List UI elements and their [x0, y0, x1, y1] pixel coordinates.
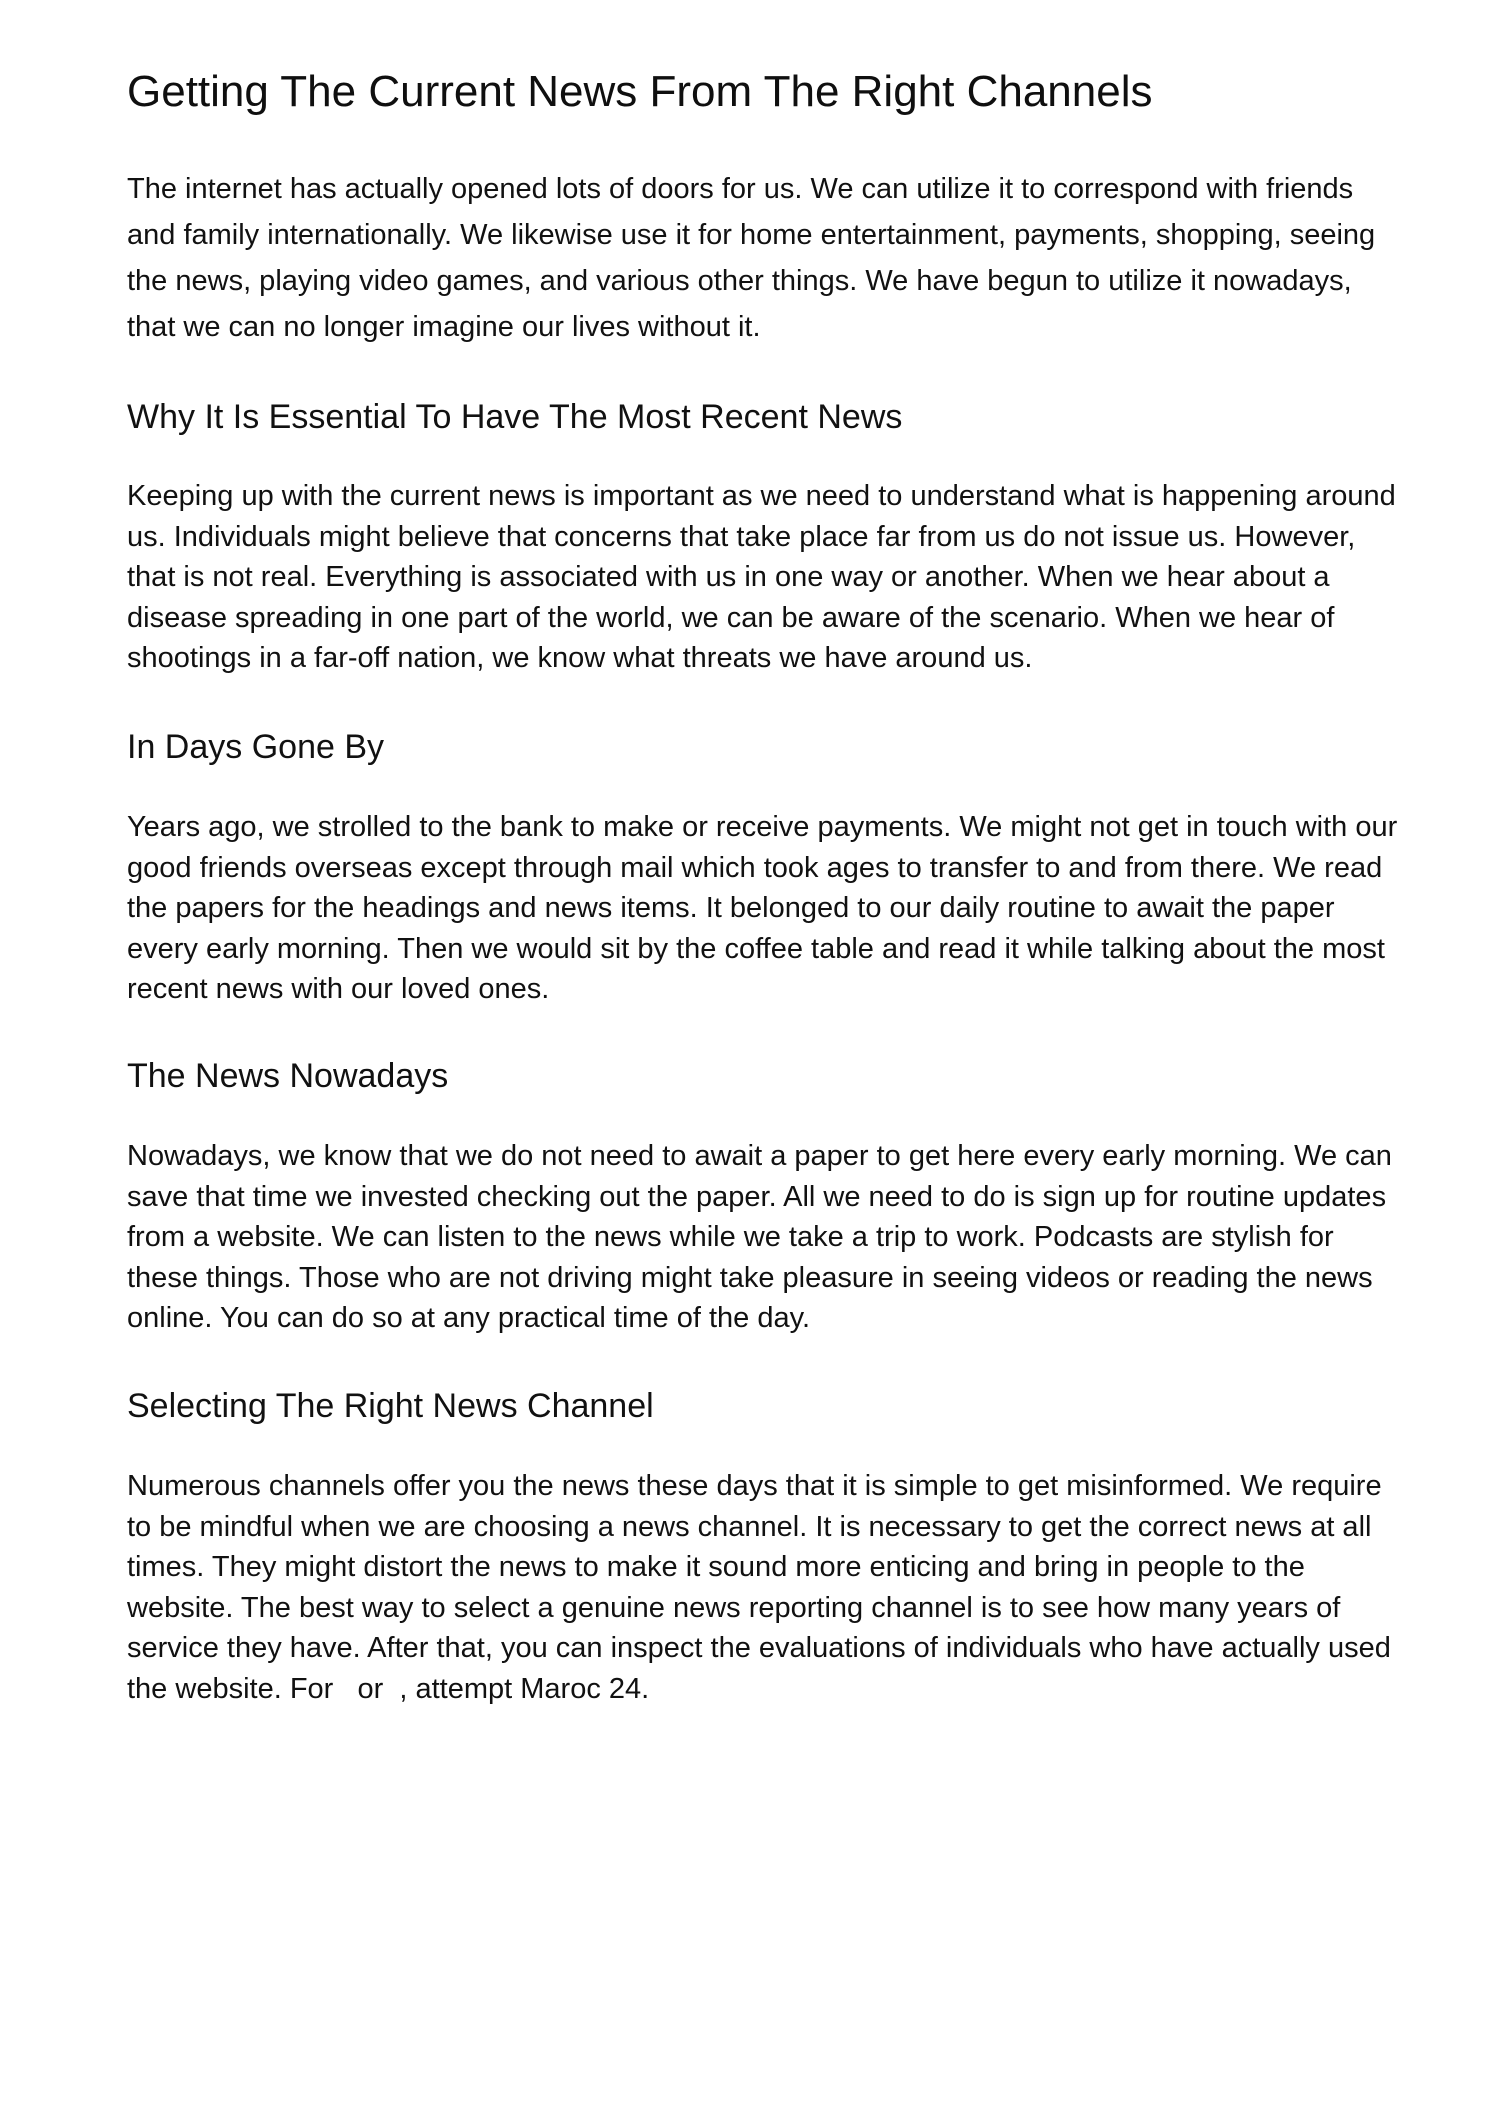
section-heading-news-nowadays: The News Nowadays — [127, 1057, 449, 1095]
section-heading-right-channel: Selecting The Right News Channel — [127, 1387, 654, 1425]
section-body-days-gone-by: Years ago, we strolled to the bank to make or receive payments. We might not get in touch with our good friends overseas except through mail which took ages to transfer to and from there. We read the papers for the headings and news items. It belonged to our daily routine to await the paper every early morning. Then we would sit by the coffee table and read it while talking about the most recent news with our loved ones. — [127, 811, 1398, 1005]
section-heading-days-gone-by: In Days Gone By — [127, 728, 385, 766]
section-body-right-channel: Numerous channels offer you the news these days that it is simple to get misinformed. We require to be mindful when we are choosing a news channel. It is necessary to get the correct news at all times. They might distort the news to make it sound more enticing and bring in people to the website. The best way to select a genuine news reporting channel is to see how many years of service they have. After that, you can inspect the evaluations of individuals who have actually used the website. For or , attempt Maroc 24. — [127, 1470, 1399, 1705]
document-page — [127, 62, 1399, 1705]
section-heading-recent-news: Why It Is Essential To Have The Most Recent News — [127, 398, 903, 436]
document-title: Getting The Current News From The Right Channels — [127, 67, 1153, 116]
section-body-recent-news: Keeping up with the current news is important as we need to understand what is happening around us. Individuals might believe that concerns that take place far from us do not issue us. However, that is not real. Everything is associated with us in one way or another. When we hear about a disease spreading in one part of the world, we can be aware of the scenario. When we hear of shootings in a far-off nation, we know what threats we have around us. — [127, 480, 1396, 674]
section-body-news-nowadays: Nowadays, we know that we do not need to await a paper to get here every early morning. We can save that time we invested checking out the paper. All we need to do is sign up for routine updates from a website. We can listen to the news while we take a trip to work. Podcasts are stylish for these things. Those who are not driving might take pleasure in seeing videos or reading the news online. You can do so at any practical time of the day. — [127, 1140, 1392, 1334]
intro-paragraph: The internet has actually opened lots of doors for us. We can utilize it to correspond with friends and family internationally. We likewise use it for home entertainment, payments, shopping, seeing the news, playing video games, and various other things. We have begun to utilize it nowadays, that we can no longer imagine our lives without it. — [127, 173, 1376, 343]
